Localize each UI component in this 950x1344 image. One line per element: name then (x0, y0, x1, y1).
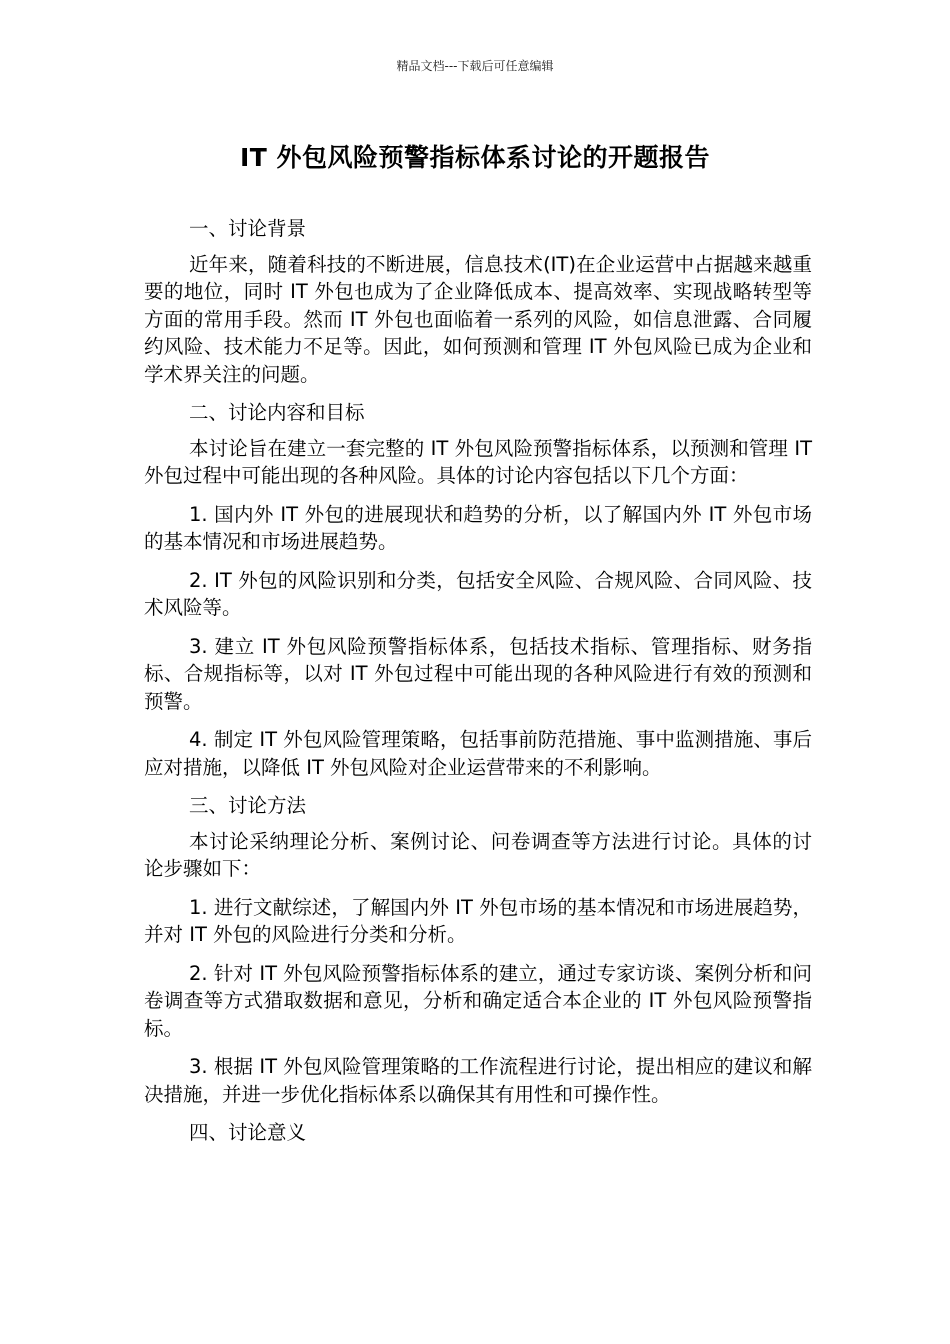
document-body (144, 215, 812, 1155)
paragraph-content-intro: 本讨论旨在建立一套完整的 IT 外包风险预警指标体系，以预测和管理 IT 外包过程中可能出现的各种风险。具体的讨论内容包括以下几个方面： (144, 436, 812, 487)
list-item-content-1: 1. 国内外 IT 外包的进展现状和趋势的分析，以了解国内外 IT 外包市场的基本情况和市场进展趋势。 (144, 502, 812, 553)
list-item-method-1: 1. 进行文献综述，了解国内外 IT 外包市场的基本情况和市场进展趋势，并对 IT 外包的风险进行分类和分析。 (144, 895, 812, 946)
paragraph-methods-intro: 本讨论采纳理论分析、案例讨论、问卷调查等方法进行讨论。具体的讨论步骤如下： (144, 829, 812, 880)
section-heading-background: 一、讨论背景 (189, 217, 307, 240)
paragraph-background: 近年来，随着科技的不断进展，信息技术(IT)在企业运营中占据越来越重要的地位，同时 IT 外包也成为了企业降低成本、提高效率、实现战略转型等方面的常用手段。然而 IT 外包也面临着一系列的风险，如信息泄露、合同履约风险、技术能力不足等。因此，如何预测和管理 IT 外包风险已成为企业和学术界关注的问题。 (144, 252, 812, 386)
list-item-content-3: 3. 建立 IT 外包风险预警指标体系，包括技术指标、管理指标、财务指标、合规指标等，以对 IT 外包过程中可能出现的各种风险进行有效的预测和预警。 (144, 634, 812, 713)
list-item-content-4: 4. 制定 IT 外包风险管理策略，包括事前防范措施、事中监测措施、事后应对措施，以降低 IT 外包风险对企业运营带来的不利影响。 (144, 728, 812, 779)
page-header: 精品文档---下载后可任意编辑 (396, 59, 554, 73)
document-title: IT 外包风险预警指标体系讨论的开题报告 (239, 143, 711, 172)
section-heading-methods: 三、讨论方法 (189, 794, 307, 817)
section-heading-significance: 四、讨论意义 (189, 1121, 307, 1144)
list-item-content-2: 2. IT 外包的风险识别和分类，包括安全风险、合规风险、合同风险、技术风险等。 (144, 568, 812, 619)
list-item-method-3: 3. 根据 IT 外包风险管理策略的工作流程进行讨论，提出相应的建议和解决措施，并进一步优化指标体系以确保其有用性和可操作性。 (144, 1055, 812, 1106)
list-item-method-2: 2. 针对 IT 外包风险预警指标体系的建立，通过专家访谈、案例分析和问卷调查等方式猎取数据和意见，分析和确定适合本企业的 IT 外包风险预警指标。 (144, 961, 812, 1040)
section-heading-content-goals: 二、讨论内容和目标 (189, 401, 365, 424)
